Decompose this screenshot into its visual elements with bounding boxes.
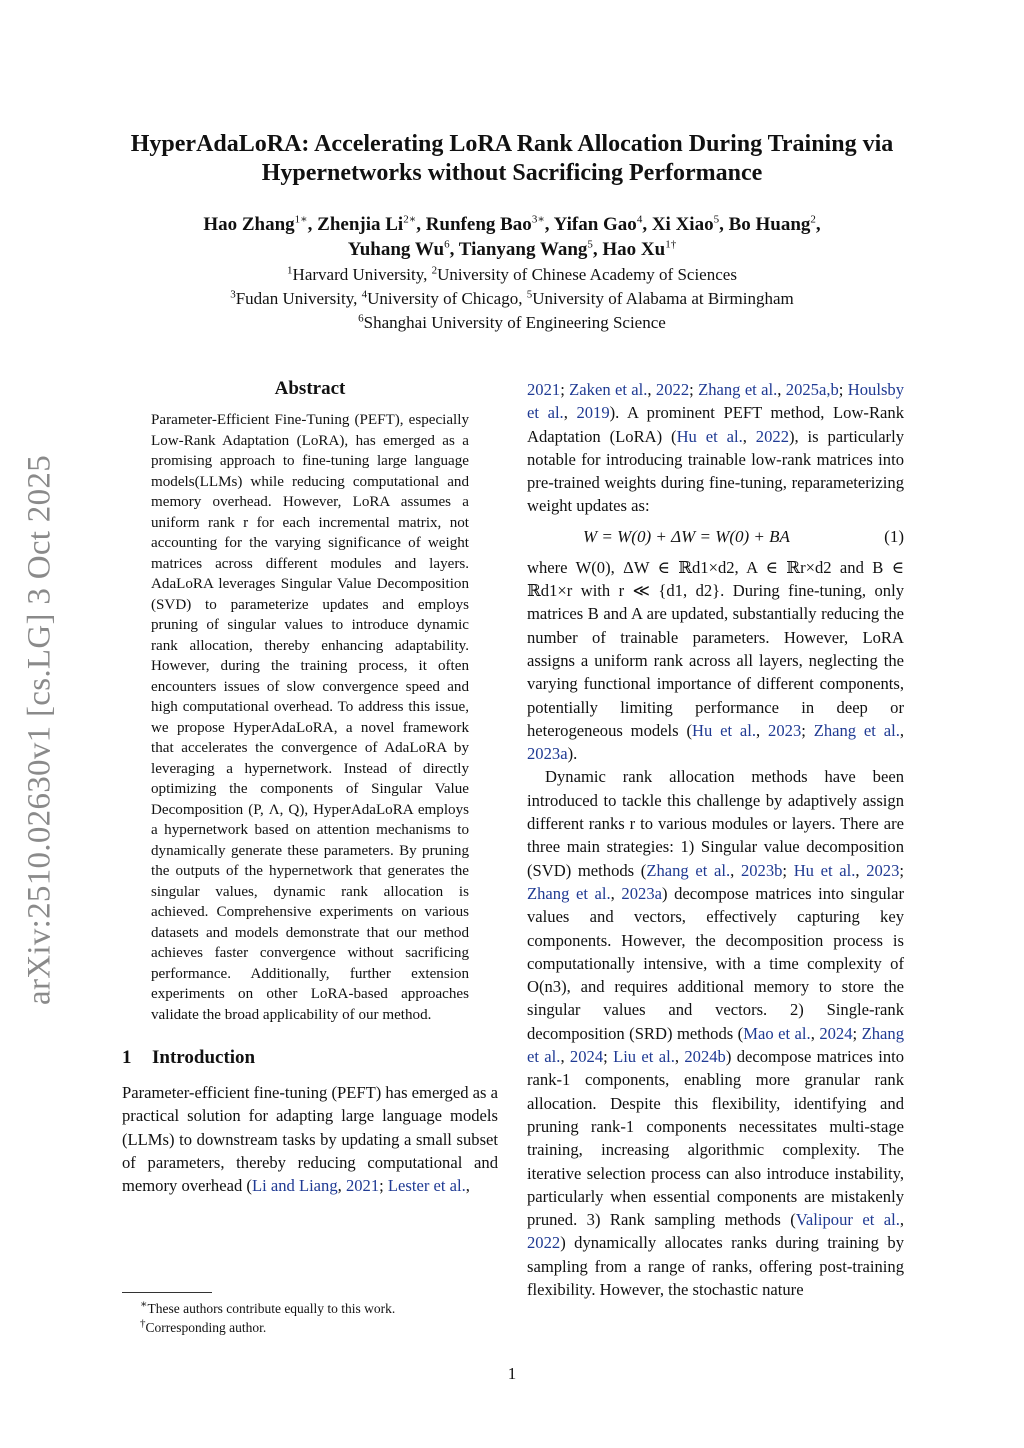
citation-separator: , bbox=[742, 426, 756, 446]
arxiv-stamp bbox=[10, 440, 70, 1020]
citation-link[interactable]: Zhang et al. bbox=[646, 860, 731, 880]
citation-separator: , bbox=[560, 1047, 570, 1067]
paragraph-text: Parameter-efficient fine-tuning (PEFT) has emerged as a practical solution for adapting large language models (LLMs) to downstream tasks by updating a small subset of parameters, thereby reducing computational and memory overhead ( bbox=[122, 1083, 498, 1196]
affil-name: Harvard University, bbox=[292, 265, 432, 284]
citation-link[interactable]: 2025a,b bbox=[785, 380, 839, 399]
footnote-mark: † bbox=[140, 1317, 146, 1330]
citation-separator: , bbox=[337, 1176, 346, 1196]
author-line-1: Hao Zhang$^{1∗}$, Zhenjia $Li^{2∗}$, Runfeng Bao$^{3∗}$, Yifan Gao$^4$, Xi Xiao$^5$, Bo Huang$^2$, bbox=[203, 213, 821, 235]
affil-name: University of Alabama at Birmingham bbox=[532, 289, 794, 308]
equation-number: (1) bbox=[884, 526, 904, 546]
citation-separator: ; bbox=[603, 1047, 614, 1067]
citation-link[interactable]: Zhang et al. bbox=[698, 380, 778, 399]
citation-link[interactable]: 2023a bbox=[527, 744, 568, 764]
paragraph-text: Dynamic rank allocation methods have been introduced to tackle this challenge by adaptively assign different ranks r to various modules or layers. There are three main strategies: 1) Singular value decomposition (SVD) methods ( bbox=[527, 767, 904, 880]
left-column bbox=[122, 378, 498, 1197]
affil-name: Shanghai University of Engineering Science bbox=[363, 313, 666, 332]
citation-separator: , bbox=[610, 883, 622, 903]
intro-paragraph-2 bbox=[527, 556, 904, 766]
citation-link[interactable]: Zaken et al. bbox=[569, 380, 648, 399]
citation-separator: , bbox=[899, 1210, 904, 1230]
citation-link[interactable]: Zhang et al. bbox=[527, 883, 611, 903]
citation-separator: ; bbox=[852, 1023, 862, 1043]
citation-separator: ; bbox=[782, 860, 794, 880]
paragraph-text: ). bbox=[567, 744, 578, 764]
citation-link[interactable]: 2024 bbox=[569, 1047, 604, 1067]
citation-link[interactable]: 2024b bbox=[684, 1047, 726, 1067]
citation-link[interactable]: 2022 bbox=[755, 426, 789, 446]
author-affil-mark: 2∗ bbox=[403, 213, 417, 226]
footnote-text: These authors contribute equally to this work. bbox=[147, 1301, 396, 1316]
citation-link[interactable]: 2019 bbox=[576, 403, 610, 423]
section-heading-introduction bbox=[122, 1047, 498, 1069]
intro-paragraph-1 bbox=[122, 1081, 498, 1197]
citation-link[interactable]: Li and Liang bbox=[251, 1176, 338, 1196]
citation-link[interactable]: 2022 bbox=[527, 1233, 561, 1253]
citation-link[interactable]: Liu et al. bbox=[613, 1047, 675, 1067]
citation-link[interactable]: Zhang et al. bbox=[527, 1023, 904, 1067]
footnote-1 bbox=[140, 1299, 498, 1318]
footnote-2 bbox=[140, 1318, 498, 1337]
citation-separator: , bbox=[674, 1047, 685, 1067]
citation-separator: , bbox=[730, 860, 741, 880]
citation-link[interactable]: 2023b bbox=[740, 860, 783, 880]
affil-name: University of Chinese Academy of Sciences bbox=[437, 265, 737, 284]
title-line-1: HyperAdaLoRA: Accelerating LoRA Rank Allocation During Training via bbox=[130, 131, 894, 157]
affil-name: Fudan University, bbox=[235, 289, 362, 308]
citation-link[interactable]: 2023 bbox=[768, 720, 802, 740]
paragraph-text: ) decompose matrices into singular values and vectors, effectively capturing key components. However, the decomposition process is computationally intensive, with a time complexity of O(n3), and requires additional memory to store the singular values and vectors. 2) Single-rank decomposition (SRD) methods ( bbox=[527, 883, 904, 1043]
citation-separator: , bbox=[647, 380, 656, 399]
author-name: Yuhang Wu bbox=[347, 239, 445, 260]
author-affil-mark: 1∗ bbox=[294, 213, 308, 226]
citation-separator: , bbox=[756, 720, 769, 740]
citation-separator: ; bbox=[689, 380, 699, 399]
citation-link[interactable]: Zhang et al. bbox=[813, 720, 900, 740]
citation-separator: , bbox=[899, 720, 905, 740]
affiliation-line-3 bbox=[100, 311, 924, 335]
citation-link[interactable]: Mao et al. bbox=[743, 1023, 811, 1043]
right-column bbox=[527, 378, 904, 1301]
author-name: Hao Zhang bbox=[203, 214, 295, 235]
citation-separator: , bbox=[777, 380, 786, 399]
citation-link[interactable]: Houlsby et al. bbox=[527, 380, 904, 423]
footnote-text: Corresponding author. bbox=[145, 1320, 267, 1335]
affiliation-line-1 bbox=[100, 263, 924, 287]
arxiv-stamp-text: arXiv:2510.02630v1 [cs.LG] 3 Oct 2025 bbox=[21, 454, 58, 1006]
intro-paragraph-1-continued bbox=[527, 378, 904, 518]
citation-separator: ; bbox=[560, 380, 570, 399]
affiliation-line-2 bbox=[100, 287, 924, 311]
abstract-text: Parameter-Efficient Fine-Tuning (PEFT), especially Low-Rank Adaptation (LoRA), has emerged as a promising approach to fine-tuning large language models(LLMs) while reducing computational and memory overhead. However, LoRA assumes a uniform rank r for each incremental matrix, not accounting for the varying significance of weight matrices across different modules and layers. AdaLoRA leverages Singular Value Decomposition (SVD) to parameterize updates and employs pruning of singular values to introduce dynamic rank allocation, thereby enhancing adaptability. However, during the training process, it often encounters issues of slow convergence speed and high computational overhead. To address this issue, we propose HyperAdaLoRA, a novel framework that accelerates the convergence of AdaLoRA by leveraging a hypernetwork. Instead of directly optimizing the components of Singular Value Decomposition (P, Λ, Q), HyperAdaLoRA employs a hypernetwork based on attention mechanisms to dynamically generate these parameters. By pruning the outputs of the hypernetwork that generates the singular values, dynamic rank allocation is achieved. Comprehensive experiments on various datasets and models demonstrate that our method achieves faster convergence without sacrificing performance. Additionally, further extension experiments on other LoRA-based approaches validate the broad applicability of our method. bbox=[151, 412, 469, 1023]
citation-separator: ; bbox=[899, 860, 904, 880]
paper-title bbox=[100, 130, 924, 188]
paragraph-text: ), is particularly notable for introducing trainable low-rank matrices into pre-trained weights during fine-tuning, reparameterizing weight updates as: bbox=[527, 426, 904, 516]
paragraph-text: ). A prominent PEFT method, Low-Rank Adaptation (LoRA) ( bbox=[527, 403, 904, 446]
author-affil-mark: 2 bbox=[810, 213, 816, 226]
author-name: Zhenjia Li bbox=[317, 214, 404, 235]
equation-body: W = W(0) + ΔW = W(0) + BA bbox=[583, 526, 790, 546]
author-affil-mark: 5 bbox=[713, 213, 720, 226]
author-affil-mark: 1† bbox=[665, 238, 677, 251]
citation-link[interactable]: Valipour et al. bbox=[795, 1210, 900, 1230]
author-list bbox=[100, 212, 924, 262]
citation-link[interactable]: 2021 bbox=[527, 380, 561, 399]
page-number: 1 bbox=[507, 1364, 517, 1383]
citation-link[interactable]: 2023a bbox=[621, 883, 662, 903]
citation-separator: , bbox=[563, 403, 577, 423]
citation-link[interactable]: Hu et al. bbox=[676, 426, 743, 446]
paragraph-text: where W(0), ΔW ∈ ℝd1×d2, A ∈ ℝr×d2 and B ∈ ℝd1×r with r ≪ {d1, d2}. During fine-tuning, only matrices B and A are updated, substantially reducing the number of trainable parameters. However, LoRA assigns a uniform rank across all layers, neglecting the varying functional importance of different components, potentially limiting performance in deep or heterogeneous models ( bbox=[527, 557, 904, 740]
affil-mark: 1 bbox=[287, 264, 293, 277]
affil-name: University of Chicago, bbox=[367, 289, 527, 308]
intro-paragraph-3 bbox=[527, 765, 904, 1301]
section-title: Introduction bbox=[152, 1047, 256, 1068]
affil-mark: 4 bbox=[361, 288, 368, 301]
author-affil-mark: 4 bbox=[636, 213, 643, 226]
author-name: Xi Xiao bbox=[651, 214, 714, 235]
equation-1 bbox=[527, 520, 904, 554]
author-affil-mark: 6 bbox=[444, 238, 450, 251]
author-name: Hao Xu bbox=[602, 239, 666, 260]
citation-separator: ; bbox=[379, 1176, 388, 1196]
abstract-heading: Abstract bbox=[274, 378, 346, 399]
citation-separator: , bbox=[855, 860, 867, 880]
affil-mark: 5 bbox=[526, 288, 533, 301]
paragraph-text: ) decompose matrices into rank-1 components, enabling more granular rank allocation. Despite this flexibility, identifying and pruning rank-1 components necessitates multi-stage training, increasing algorithmic complexity. The iterative selection process can also introduce instability, particularly when essential components are mistakenly pruned. 3) Rank sampling methods ( bbox=[527, 1047, 905, 1230]
author-name: Tianyang Wang bbox=[458, 239, 588, 260]
paragraph-text: , bbox=[465, 1176, 470, 1196]
title-line-2: Hypernetworks without Sacrificing Performance bbox=[261, 160, 763, 186]
section-number: 1 bbox=[122, 1047, 132, 1068]
footnotes bbox=[122, 1292, 498, 1337]
citation-link[interactable]: Hu et al. bbox=[691, 720, 757, 740]
footnote-rule bbox=[122, 1292, 212, 1293]
author-name: Yifan Gao bbox=[553, 214, 637, 235]
affil-mark: 3 bbox=[230, 288, 236, 301]
author-affil-mark: 3∗ bbox=[531, 213, 545, 226]
citation-link[interactable]: Hu et al. bbox=[793, 860, 856, 880]
citation-link[interactable]: 2021 bbox=[345, 1176, 380, 1196]
author-line-2: Yuhang Wu$^6$, Tianyang Wang$^5$, Hao $Xu^{1\dagger}$ bbox=[347, 238, 677, 260]
author-name: Bo Huang bbox=[728, 214, 811, 235]
footnote-mark: ∗ bbox=[140, 1298, 148, 1311]
citation-link[interactable]: Lester et al. bbox=[387, 1176, 466, 1196]
citation-link[interactable]: 2024 bbox=[819, 1023, 853, 1043]
citation-link[interactable]: 2022 bbox=[655, 380, 690, 399]
author-affil-mark: 5 bbox=[587, 238, 593, 251]
citation-separator: ; bbox=[801, 720, 814, 740]
citation-link[interactable]: 2023 bbox=[866, 860, 900, 880]
affil-mark: 2 bbox=[431, 264, 438, 277]
citation-separator: ; bbox=[838, 380, 848, 399]
affiliations bbox=[100, 263, 924, 335]
citation-separator: , bbox=[810, 1023, 820, 1043]
paragraph-text: ) dynamically allocates ranks during training by sampling from a range of ranks, offering post-training flexibility. However, the stochastic nature bbox=[527, 1233, 904, 1299]
author-name: Runfeng Bao bbox=[425, 214, 532, 235]
affil-mark: 6 bbox=[358, 312, 364, 325]
